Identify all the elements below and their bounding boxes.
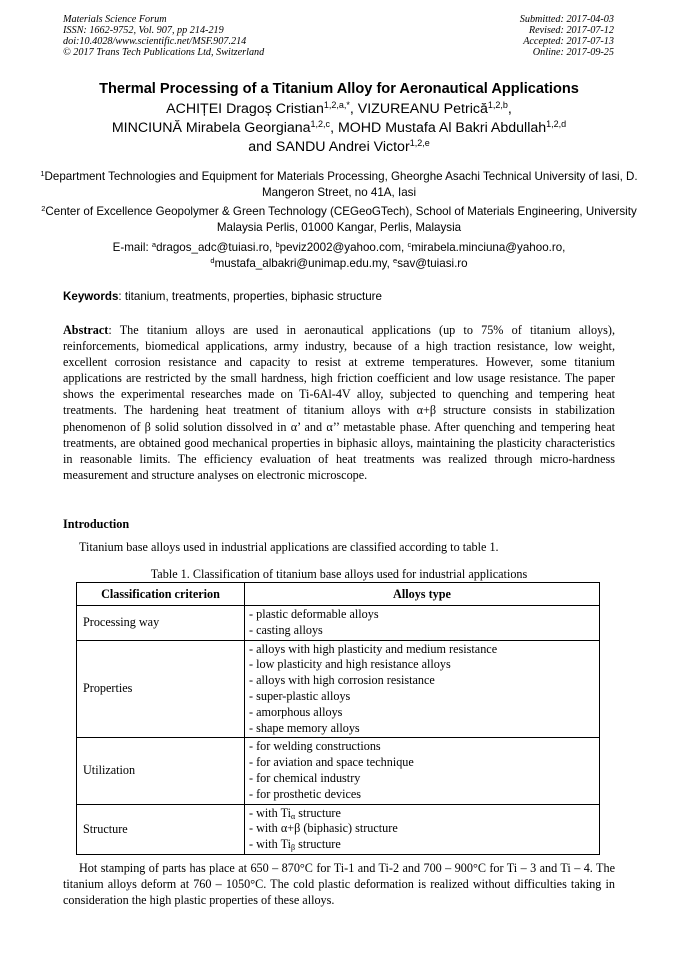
issn-line: ISSN: 1662-9752, Vol. 907, pp 214-219: [63, 25, 224, 36]
journal-info: [63, 14, 264, 58]
abstract-paragraph: [63, 322, 615, 483]
introduction-heading: Introduction: [63, 517, 130, 531]
accepted-date: Accepted: 2017-07-13: [523, 36, 614, 47]
column-header: Classification criterion: [77, 583, 245, 606]
online-date: Online: 2017-09-25: [532, 47, 614, 58]
email-sep: ,: [386, 256, 394, 270]
alloy-type: - shape memory alloys: [249, 720, 360, 735]
affiliation-2: [40, 204, 638, 235]
copyright-line: © 2017 Trans Tech Publications Ltd, Switzerland: [63, 47, 265, 58]
alloy-type: - amorphous alloys: [249, 704, 343, 719]
email-sup: d: [210, 255, 215, 265]
alloy-type-text: structure: [295, 837, 341, 852]
author-name: MINCIUNĂ Mirabela Georgiana: [111, 120, 311, 136]
author-sup: 1,2,a,*: [323, 100, 350, 111]
affiliation-text: Department Technologies and Equipment for Materials Processing, Gheorghe Asachi Technical University of Iasi, D. Mangeron Street, no 41A, Iasi: [44, 170, 638, 199]
email-sep: ,: [269, 241, 276, 254]
table-row: [77, 738, 600, 804]
email-address[interactable]: mirabela.minciuna@yahoo.ro: [411, 241, 563, 254]
author-name: and SANDU Andrei Victor: [248, 139, 410, 155]
keywords-line: [63, 289, 615, 304]
author-sup: 1,2,e: [409, 138, 430, 149]
table-caption: Table 1. Classification of titanium base alloys used for industrial applications: [150, 567, 528, 581]
table-row: [77, 606, 600, 641]
table-row: [77, 804, 600, 854]
alloy-type: [249, 837, 595, 853]
keywords-label: Keywords: [63, 290, 119, 303]
alloy-type: - alloys with high plasticity and medium resistance: [249, 641, 498, 656]
email-label: E-mail:: [112, 241, 152, 254]
author-sep: ,: [330, 120, 338, 136]
email-address[interactable]: sav@tuiasi.ro: [397, 256, 468, 270]
criterion-cell: Utilization: [77, 738, 245, 804]
alloy-type-text: - with α+β (biphasic) structure: [249, 821, 398, 836]
email-sup: b: [275, 239, 280, 249]
author-sup: 1,2,d: [546, 119, 567, 130]
alloy-type-text: - with Ti: [249, 837, 292, 852]
abstract-label: Abstract: [63, 323, 109, 337]
introduction-paragraph: Titanium base alloys used in industrial applications are classified according to table 1.: [79, 540, 499, 554]
alloy-type: - casting alloys: [249, 622, 323, 637]
alloy-type-text: - with Ti: [249, 805, 292, 820]
alloy-type: [249, 821, 595, 837]
criterion-cell: Processing way: [77, 606, 245, 641]
author-name: VIZUREANU Petrică: [357, 101, 488, 117]
types-cell: [245, 804, 600, 854]
alloy-type: - for aviation and space technique: [249, 755, 414, 770]
alloy-type: - low plasticity and high resistance alloys: [249, 657, 451, 672]
alloy-type: - plastic deformable alloys: [249, 607, 379, 621]
body-paragraph: Hot stamping of parts has place at 650 – 870°C for Ti-1 and Ti-2 and 700 – 900°C for Ti – 3 and Ti – 4. The titanium alloys deform at 760 – 1050°C. The cold plastic deformation is realized without difficulties taking in consideration the high plastic properties of these alloys.: [63, 861, 615, 907]
affiliation-sup: 2: [41, 203, 46, 213]
email-address[interactable]: mustafa_albakri@unimap.edu.my: [214, 256, 387, 270]
phase-subscript: β: [291, 843, 296, 853]
alloy-type-text: structure: [295, 805, 341, 820]
doi-line: doi:10.4028/www.scientific.net/MSF.907.214: [63, 36, 247, 47]
email-sep: ,: [562, 241, 566, 254]
email-sup: a: [151, 239, 157, 249]
dates-info: [520, 14, 614, 58]
alloy-type: - alloys with high corrosion resistance: [249, 673, 435, 688]
column-header: Alloys type: [245, 583, 600, 606]
author-sup: 1,2,c: [310, 119, 331, 130]
types-cell: [245, 640, 600, 738]
phase-subscript: α: [291, 811, 296, 821]
types-cell: [245, 606, 600, 641]
email-sup: e: [393, 255, 398, 265]
email-address[interactable]: peviz2002@yahoo.com: [279, 241, 401, 254]
affiliation-text: Center of Excellence Geopolymer & Green Technology (CEGeoGTech), School of Materials Engineering, University Malaysia Perlis, 01000 Kangar, Perlis, Malaysia: [45, 205, 637, 234]
author-name: MOHD Mustafa Al Bakri Abdullah: [337, 120, 547, 136]
affiliation-sup: 1: [40, 168, 45, 178]
author-sup: 1,2,b: [487, 100, 508, 111]
email-sup: c: [407, 239, 412, 249]
table-header-row: [77, 583, 600, 606]
alloy-type: - for welding constructions: [249, 739, 381, 754]
revised-date: Revised: 2017-07-12: [528, 25, 614, 36]
types-cell: [245, 738, 600, 804]
paper-title: Thermal Processing of a Titanium Alloy for Aeronautical Applications: [99, 81, 579, 97]
table-row: [77, 640, 600, 738]
alloy-type: - for prosthetic devices: [249, 786, 362, 801]
author-list: [40, 100, 638, 157]
alloy-type: - for chemical industry: [249, 770, 361, 785]
email-sep: ,: [401, 241, 408, 254]
criterion-cell: Properties: [77, 640, 245, 738]
journal-name: Materials Science Forum: [63, 14, 167, 25]
keywords-text: : titanium, treatments, properties, biphasic structure: [118, 290, 382, 303]
author-sep: ,: [507, 101, 512, 117]
author-name: ACHIȚEI Dragoș Cristian: [166, 101, 324, 117]
author-sep: ,: [349, 101, 358, 117]
affiliation-1: [40, 169, 638, 200]
alloy-type: - super-plastic alloys: [249, 688, 351, 703]
email-address[interactable]: dragos_adc@tuiasi.ro: [156, 241, 270, 254]
submitted-date: Submitted: 2017-04-03: [519, 14, 614, 25]
criterion-cell: Structure: [77, 804, 245, 854]
abstract-text: : The titanium alloys are used in aeronautical applications (up to 75% of titanium alloys), reinforcements, biomedical applications, army industry, because of a high traction resistance, low weight, excellent corrosion resistance and capacity to resist at extreme temperatures. However, some titanium applications are restricted by the small hardness, high friction coefficient and low usage resistance. The paper shows the experimental researches made on Ti-6Al-4V alloy, subjected to quenching and tempering heat treatments. The hardening heat treatment of titanium alloys with α+β structure consists in stabilization phenomenon of β solid solution dissolved in α’ and α’’ metastable phase. After quenching and tempering heat treatments, are obtained good mechanical properties in biphasic alloys, maintaining the plasticity characteristics in reasonable limits. The efficiency evaluation of heat treatments was realized through micro-hardness measurement and structure analyses on electronic microscope.: [63, 323, 615, 482]
alloy-type: [249, 806, 595, 822]
classification-table: [76, 582, 600, 855]
email-list: [40, 240, 638, 271]
